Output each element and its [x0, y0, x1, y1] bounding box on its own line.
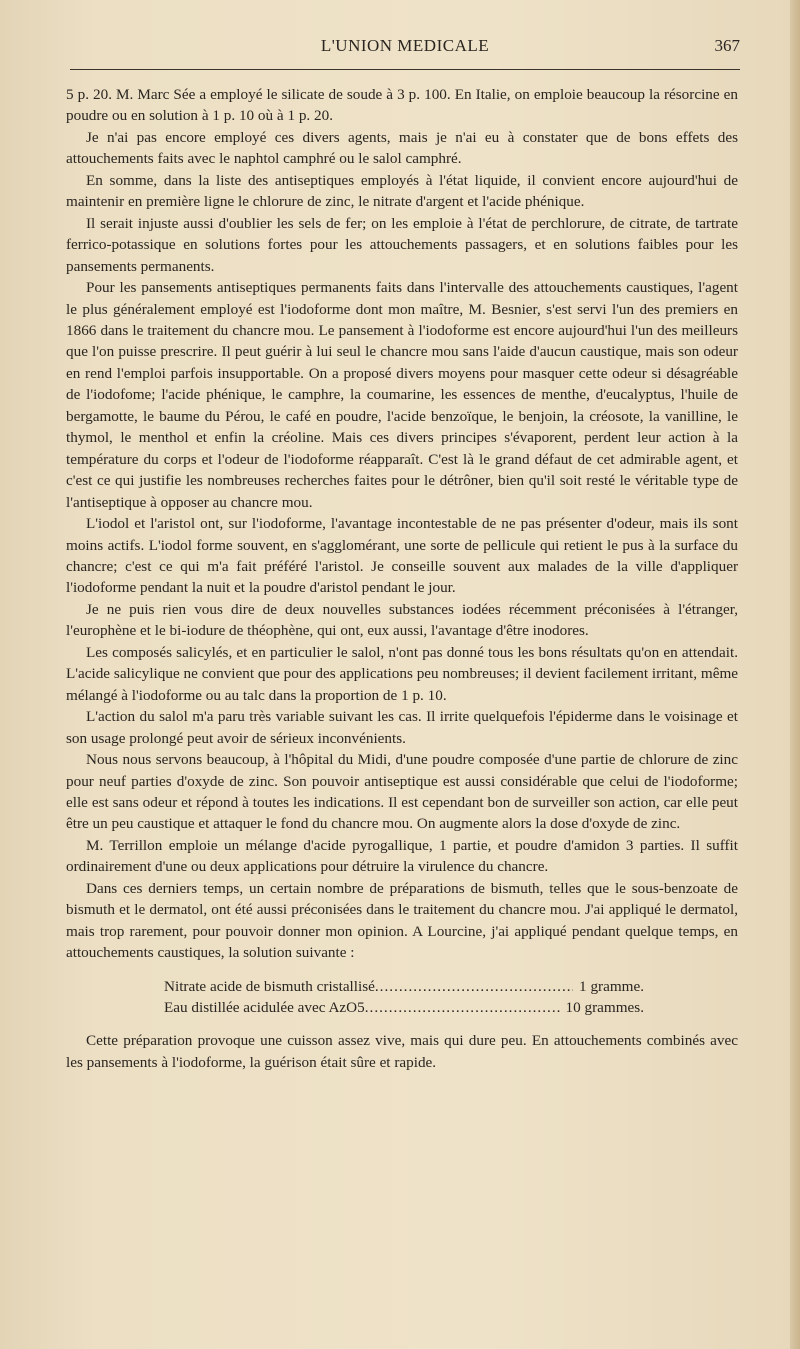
paragraph: Je n'ai pas encore employé ces divers agents, mais je n'ai eu à constater que de bons effets des attouchements faits avec le naphtol camphré ou le salol camphré. [66, 128, 738, 168]
running-title: L'UNION MEDICALE [320, 36, 490, 55]
paragraph: L'iodol et l'aristol ont, sur l'iodoforme, l'avantage incontestable de ne pas présenter d'odeur, mais ils sont moins actifs. L'iodol forme souvent, en s'agglomérant, une sorte de pellicule qui retient le pus à la surface du chancre; c'est ce qui m'a fait préféré l'aristol. Je conseille souvent aux malades de la ville d'appliquer l'iodoforme pendant la nuit et la poudre d'aristol pendant le jour. [66, 515, 738, 597]
article-body [66, 84, 738, 1073]
paragraph: L'action du salol m'a paru très variable suivant les cas. Il irrite quelquefois l'épiderme dans le voisinage et son usage prolongé peut avoir de sérieux inconvénients. [66, 708, 738, 747]
formula-ingredient: Nitrate acide de bismuth cristallisé [164, 977, 375, 995]
formula-quantity: 10 grammes. [565, 999, 644, 1017]
prescription-formula [164, 976, 644, 1019]
paragraph: Je ne puis rien vous dire de deux nouvelles substances iodées récemment préconisées à l'étranger, l'europhène et le bi-iodure de théophène, qui ont, eux aussi, l'avantage d'être inodores. [66, 600, 738, 640]
formula-row [164, 976, 644, 997]
leader-dots [365, 997, 560, 1018]
formula-ingredient: Eau distillée acidulée avec AzO5 [164, 999, 365, 1017]
paragraph: Cette préparation provoque une cuisson assez vive, mais qui dure peu. En attouchements combinés avec les pansements à l'iodoforme, la guérison était sûre et rapide. [66, 1032, 738, 1071]
paragraph: Dans ces derniers temps, un certain nombre de préparations de bismuth, telles que le sous-benzoate de bismuth et le dermatol, ont été aussi préconisées dans le traitement du chancre mou. J'ai appliqué le dermatol, mais trop rarement, pour pouvoir donner mon opinion. A Lourcine, j'ai appliqué pendant quelque temps, en attouchements caustiques, la solution suivante : [66, 879, 738, 962]
paragraph: M. Terrillon emploie un mélange d'acide pyrogallique, 1 partie, et poudre d'amidon 3 parties. Il suffit ordinairement d'une ou deux applications pour détruire la virulence du chancre. [66, 836, 738, 876]
header-rule [70, 69, 740, 70]
leader-dots [375, 976, 573, 997]
page-header [70, 36, 740, 58]
paragraph: 5 p. 20. M. Marc Sée a employé le silicate de soude à 3 p. 100. En Italie, on emploie beaucoup la résorcine en poudre ou en solution à 1 p. 10 où à 1 p. 20. [66, 86, 738, 125]
paragraph: Les composés salicylés, et en particulier le salol, n'ont pas donné tous les bons résultats qu'on en attendait. L'acide salicylique ne convient que pour des applications peu nombreuses; il devient facilement irritant, même mélangé à l'iodoforme ou au talc dans la proportion de 1 p. 10. [66, 643, 738, 704]
page-edge [790, 0, 800, 1349]
paragraph: Nous nous servons beaucoup, à l'hôpital du Midi, d'une poudre composée d'une partie de chlorure de zinc pour neuf parties d'oxyde de zinc. Son pouvoir antiseptique est aussi considérable que celui de l'iodoforme; elle est sans odeur et répond à toutes les indications. Il est cependant bon de surveiller son action, car elle peut être un peu caustique et attaquer le fond du chancre mou. On augmente alors la dose d'oxyde de zinc. [66, 751, 738, 833]
formula-quantity: 1 gramme. [579, 977, 644, 995]
paragraph: En somme, dans la liste des antiseptiques employés à l'état liquide, il convient encore aujourd'hui de maintenir en première ligne le chlorure de zinc, le nitrate d'argent et l'acide phénique. [66, 171, 738, 211]
page-number: 367 [714, 36, 740, 55]
paragraph: Il serait injuste aussi d'oublier les sels de fer; on les emploie à l'état de perchlorure, de citrate, de tartrate ferrico-potassique en solutions fortes pour les attouchements passagers, et en solutions faibles pour les pansements permanents. [66, 214, 738, 275]
formula-row [164, 997, 644, 1018]
paragraph: Pour les pansements antiseptiques permanents faits dans l'intervalle des attouchements caustiques, l'agent le plus généralement employé est l'iodoforme dont mon maître, M. Besnier, s'est servi l'un des premiers en 1866 dans le traitement du chancre mou. Le pansement à l'iodoforme est encore aujourd'hui l'un des meilleurs que l'on puisse prescrire. Il peut guérir à lui seul le chancre mou sans l'aide d'aucun caustique, mais son odeur en rend l'emploi parfois insupportable. On a proposé divers moyens pour masquer cette odeur si désagréable de l'iodofome; l'acide phénique, le camphre, la coumarine, les essences de menthe, d'eucalyptus, l'huile de bergamotte, le baume du Pérou, le café en poudre, l'acide benzoïque, le benjoin, la créosote, la vanilline, le thymol, le menthol et enfin la créoline. Mais ces divers principes s'évaporent, perdent leur action à la température du corps et l'odeur de l'iodoforme réapparaît. C'est là le grand défaut de cet admirable agent, et c'est ce qui justifie les nombreuses recherches faites pour le détrôner, bien qu'il soit resté le véritable type de l'antiseptique à opposer au chancre mou. [66, 279, 738, 511]
